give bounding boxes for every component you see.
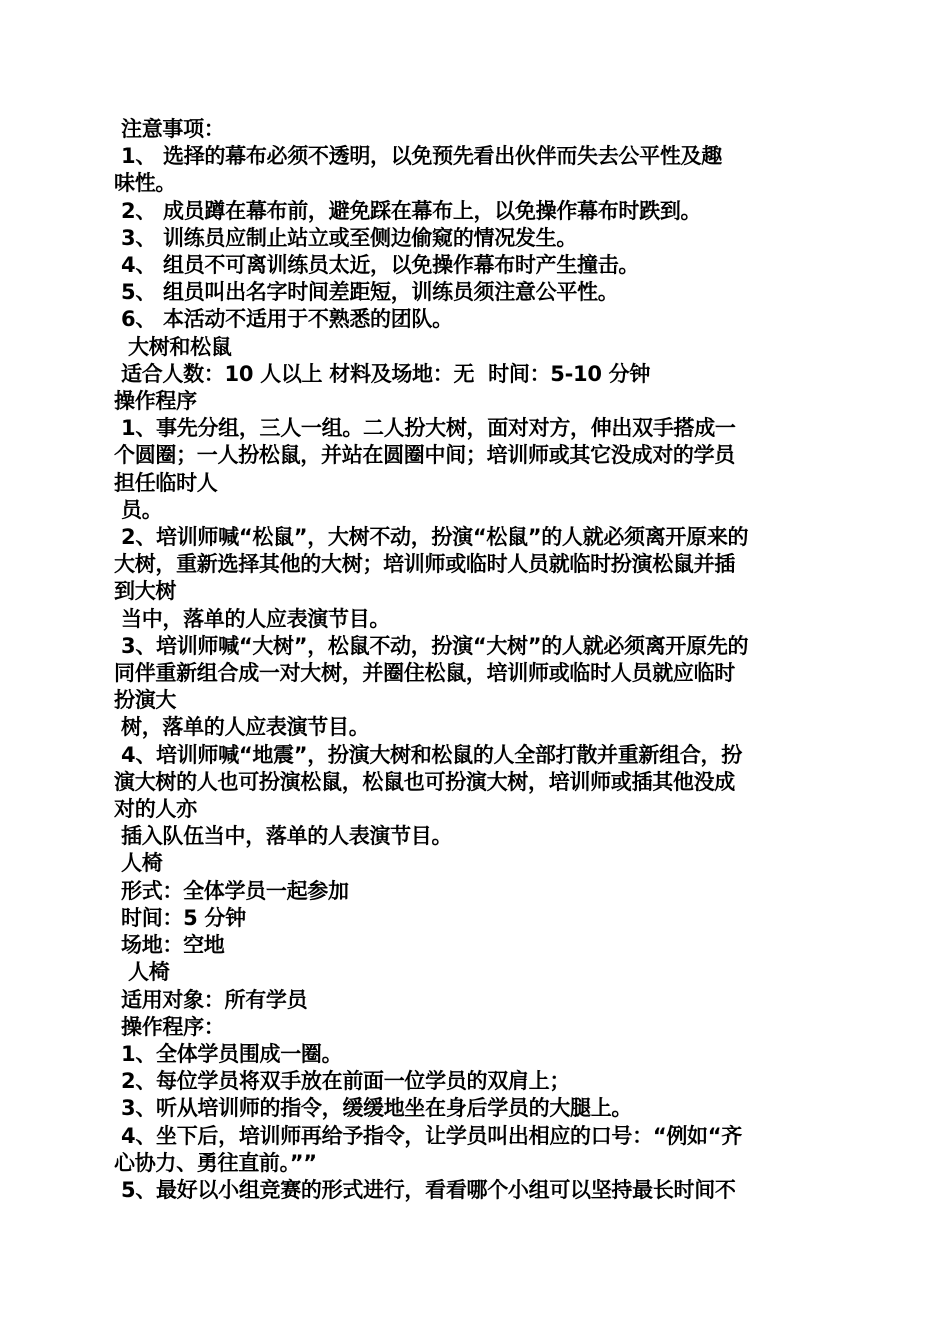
text-line: 5、 组员叫出名字时间差距短，训练员须注意公平性。 — [114, 280, 619, 305]
text-line: 场地：空地 — [114, 933, 225, 958]
text-line: 员。 — [114, 497, 163, 522]
text-line: 演大树的人也可扮演松鼠，松鼠也可扮演大树，培训师或插其他没成 — [114, 769, 735, 794]
text-line: 对的人亦 — [114, 797, 197, 822]
text-line: 1、 选择的幕布必须不透明，以免预先看出伙伴而失去公平性及趣 — [114, 144, 722, 169]
text-line: 个圆圈；一人扮松鼠，并站在圆圈中间；培训师或其它没成对的学员 — [114, 443, 735, 468]
text-line: 当中，落单的人应表演节目。 — [114, 606, 391, 631]
section-title: 大树和松鼠 — [114, 334, 232, 359]
notes-heading: 注意事项： — [114, 117, 225, 141]
document-body — [114, 116, 840, 1204]
text-line: 到大树 — [114, 579, 177, 604]
section-title: 人椅 — [114, 960, 170, 985]
text-line: 6、 本活动不适用于不熟悉的团队。 — [114, 307, 453, 332]
text-line: 大树，重新选择其他的大树；培训师或临时人员就临时扮演松鼠并插 — [114, 552, 735, 577]
text-line: 时间：5 分钟 — [114, 905, 246, 930]
text-line: 2、 成员蹲在幕布前，避免踩在幕布上，以免操作幕布时跌到。 — [114, 198, 702, 223]
text-line: 4、 组员不可离训练员太近，以免操作幕布时产生撞击。 — [114, 253, 640, 278]
text-line: 3、听从培训师的指令，缓缓地坐在身后学员的大腿上。 — [114, 1096, 633, 1121]
text-line: 4、培训师喊“地震”，扮演大树和松鼠的人全部打散并重新组合，扮 — [114, 742, 742, 767]
text-line: 插入队伍当中，落单的人表演节目。 — [114, 824, 453, 849]
text-line: 担任临时人 — [114, 470, 218, 495]
text-line: 味性。 — [114, 171, 177, 196]
text-line: 1、全体学员围成一圈。 — [114, 1041, 343, 1066]
subsection-title: 操作程序 — [114, 389, 197, 414]
text-line: 1、事先分组，三人一组。二人扮大树，面对对方，伸出双手搭成一 — [114, 416, 736, 441]
text-line: 适合人数：10 人以上 材料及场地：无 时间：5-10 分钟 — [114, 361, 651, 386]
text-line: 树，落单的人应表演节目。 — [114, 715, 370, 740]
section-title: 人椅 — [114, 851, 163, 876]
text-line: 形式：全体学员一起参加 — [114, 878, 349, 903]
text-line: 扮演大 — [114, 688, 177, 713]
text-line: 3、培训师喊“大树”，松鼠不动，扮演“大树”的人就必须离开原先的 — [114, 633, 749, 658]
text-line: 适用对象：所有学员 — [114, 987, 308, 1012]
text-line: 2、每位学员将双手放在前面一位学员的双肩上； — [114, 1069, 571, 1094]
text-line: 3、 训练员应制止站立或至侧边偷窥的情况发生。 — [114, 225, 578, 250]
text-line: 2、培训师喊“松鼠”，大树不动，扮演“松鼠”的人就必须离开原来的 — [114, 525, 749, 550]
subsection-title: 操作程序： — [114, 1014, 225, 1039]
text-line: 同伴重新组合成一对大树，并圈住松鼠，培训师或临时人员就应临时 — [114, 661, 735, 686]
text-line: 5、最好以小组竞赛的形式进行，看看哪个小组可以坚持最长时间不 — [114, 1177, 736, 1202]
text-line: 4、坐下后，培训师再给予指令，让学员叫出相应的口号：“例如“齐 — [114, 1123, 742, 1148]
text-line: 心协力、勇往直前。”” — [114, 1150, 317, 1175]
